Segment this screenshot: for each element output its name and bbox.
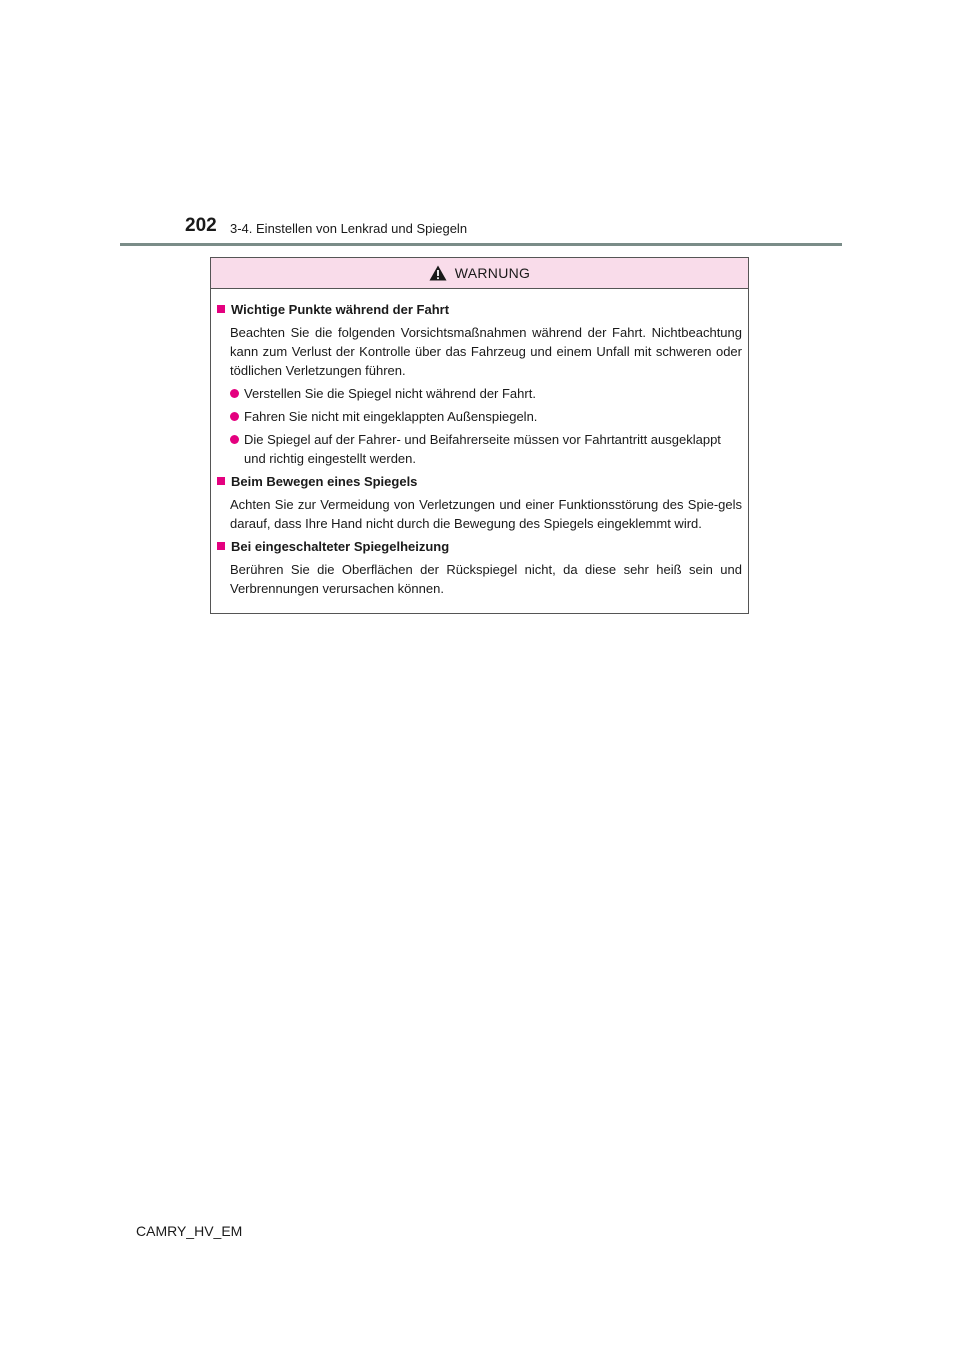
square-bullet-icon (217, 542, 225, 550)
warning-title: WARNUNG (454, 265, 531, 281)
page-number: 202 (185, 215, 217, 236)
topic-heading (217, 537, 742, 556)
topic-heading (217, 472, 742, 491)
topic-text: Beachten Sie die folgenden Vorsichtsmaßnahmen während der Fahrt. Nichtbeachtung kann zum Verlust der Kontrolle über das Fahrzeug und einem Unfall mit schweren oder tödlichen Verletzungen führen. (230, 325, 742, 378)
footer-code: CAMRY_HV_EM (136, 1223, 243, 1239)
square-bullet-icon (217, 477, 225, 485)
section-title: 3-4. Einstellen von Lenkrad und Spiegeln (230, 221, 468, 236)
topic-text: Achten Sie zur Vermeidung von Verletzungen und einer Funktionsstörung des Spie-gels darauf, dass Ihre Hand nicht durch die Bewegung des Spiegels eingeklemmt wird. (230, 497, 742, 531)
warning-topic (217, 472, 742, 533)
circle-bullet-icon (230, 389, 239, 398)
list-item (230, 407, 742, 426)
warning-topic (217, 300, 742, 468)
circle-bullet-icon (230, 435, 239, 444)
topic-text: Berühren Sie die Oberflächen der Rückspiegel nicht, da diese sehr heiß sein und Verbrennungen verursachen können. (230, 562, 742, 596)
warning-box (210, 257, 749, 614)
topic-heading-text: Wichtige Punkte während der Fahrt (231, 302, 450, 317)
bullet-list (230, 384, 742, 468)
header-rule (120, 243, 842, 246)
topic-heading-text: Beim Bewegen eines Spiegels (231, 474, 418, 489)
list-item (230, 430, 742, 468)
square-bullet-icon (217, 305, 225, 313)
warning-header (211, 258, 748, 289)
warning-topic (217, 537, 742, 598)
bullet-text: Verstellen Sie die Spiegel nicht während der Fahrt. (244, 386, 536, 401)
list-item (230, 384, 742, 403)
circle-bullet-icon (230, 412, 239, 421)
warning-triangle-icon (429, 265, 447, 281)
topic-heading-text: Bei eingeschalteter Spiegelheizung (231, 539, 450, 554)
warning-body (211, 289, 748, 598)
topic-heading (217, 300, 742, 319)
bullet-text: Fahren Sie nicht mit eingeklappten Außenspiegeln. (244, 409, 538, 424)
bullet-text: Die Spiegel auf der Fahrer- und Beifahrerseite müssen vor Fahrtantritt ausgeklappt und richtig eingestellt werden. (244, 432, 721, 466)
